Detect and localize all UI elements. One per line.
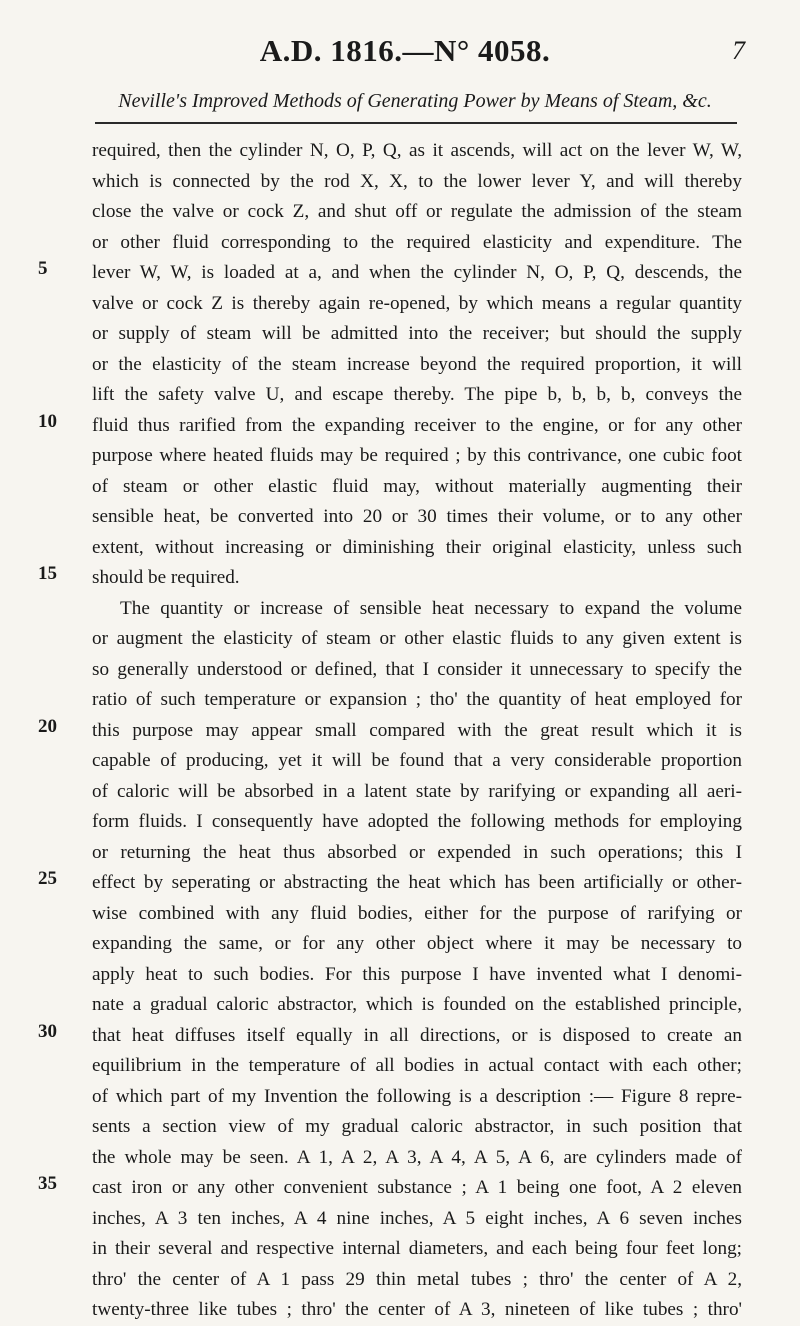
text-line: so generally understood or defined, that I consider it unnecessary to specify the (92, 658, 742, 680)
text-line: or other fluid corresponding to the required elasticity and expenditure. The (92, 231, 742, 253)
text-line: expanding the same, or for any other object where it may be necessary to (92, 933, 742, 954)
text-line: or augment the elasticity of steam or other elastic fluids to any given extent is (92, 628, 742, 649)
text-line: which is connected by the rod X, X, to the lower lever Y, and will thereby (92, 170, 742, 192)
text-line: purpose where heated fluids may be required ; by this contrivance, one cubic foot (92, 445, 742, 466)
text-line: effect by seperating or abstracting the heat which has been artificially or other- (92, 872, 742, 893)
line-number: 10 (38, 411, 57, 432)
text-line: apply heat to such bodies. For this purpose I have invented what I denomi- (92, 963, 742, 985)
text-line: this purpose may appear small compared with the great result which it is (92, 719, 742, 741)
text-line: of caloric will be absorbed in a latent state by rarifying or expanding all aeri- (92, 780, 742, 802)
text-line: form fluids. I consequently have adopted the following methods for employing (92, 811, 742, 832)
text-line: nate a gradual caloric abstractor, which is founded on the established principle, (92, 994, 742, 1015)
text-line: of steam or other elastic fluid may, without materially augmenting their (92, 475, 742, 497)
running-title: Neville's Improved Methods of Generating Power by Means of Steam, &c. (118, 90, 712, 112)
text-line: that heat diffuses itself equally in all directions, or is disposed to create an (92, 1024, 742, 1046)
text-line: cast iron or any other convenient substance ; A 1 being one foot, A 2 eleven (92, 1177, 742, 1198)
text-line: capable of producing, yet it will be found that a very considerable proportion (92, 750, 742, 771)
text-line: should be required. (92, 567, 240, 588)
text-line: in their several and respective internal diameters, and each being four feet long; (92, 1238, 742, 1259)
line-number: 25 (38, 868, 57, 889)
text-line: thro' the center of A 1 pass 29 thin metal tubes ; thro' the center of A 2, (92, 1268, 742, 1290)
text-line: the whole may be seen. A 1, A 2, A 3, A 4, A 5, A 6, are cylinders made of (92, 1146, 742, 1168)
line-number: 35 (38, 1173, 57, 1194)
text-line: lever W, W, is loaded at a, and when the cylinder N, O, P, Q, descends, the (92, 262, 742, 283)
text-line: close the valve or cock Z, and shut off or regulate the admission of the steam (92, 201, 742, 222)
text-line: or supply of steam will be admitted into the receiver; but should the supply (92, 323, 742, 344)
text-line: The quantity or increase of sensible heat necessary to expand the volume (120, 597, 742, 619)
text-line: sensible heat, be converted into 20 or 30 times their volume, or to any other (92, 506, 742, 527)
text-line: required, then the cylinder N, O, P, Q, as it ascends, will act on the lever W, W, (92, 140, 742, 161)
text-line: ratio of such temperature or expansion ; tho' the quantity of heat employed for (92, 689, 742, 710)
text-line: sents a section view of my gradual caloric abstractor, in such position that (92, 1116, 742, 1137)
text-line: or returning the heat thus absorbed or expended in such operations; this I (92, 841, 742, 863)
body-text (92, 136, 742, 1326)
page-header-title: A.D. 1816.—N° 4058. (259, 33, 551, 68)
line-number: 5 (38, 258, 48, 279)
text-line: inches, A 3 ten inches, A 4 nine inches, A 5 eight inches, A 6 seven inches (92, 1207, 742, 1229)
text-line: fluid thus rarified from the expanding receiver to the engine, or for any other (92, 414, 742, 436)
text-line: valve or cock Z is thereby again re-opened, by which means a regular quantity (92, 292, 742, 314)
line-number: 15 (38, 563, 57, 584)
header-rule (95, 122, 737, 124)
text-line: lift the safety valve U, and escape thereby. The pipe b, b, b, b, conveys the (92, 384, 742, 405)
text-line: or the elasticity of the steam increase beyond the required proportion, it will (92, 353, 742, 375)
text-line: twenty-three like tubes ; thro' the center of A 3, nineteen of like tubes ; thro' (92, 1299, 742, 1320)
text-line: equilibrium in the temperature of all bodies in actual contact with each other; (92, 1055, 742, 1076)
line-number: 20 (38, 716, 57, 737)
text-line: wise combined with any fluid bodies, either for the purpose of rarifying or (92, 902, 742, 924)
page-number: 7 (732, 36, 745, 65)
line-number: 30 (38, 1021, 57, 1042)
text-line: extent, without increasing or diminishing their original elasticity, unless such (92, 536, 742, 558)
text-line: of which part of my Invention the following is a description :— Figure 8 repre- (92, 1085, 742, 1107)
